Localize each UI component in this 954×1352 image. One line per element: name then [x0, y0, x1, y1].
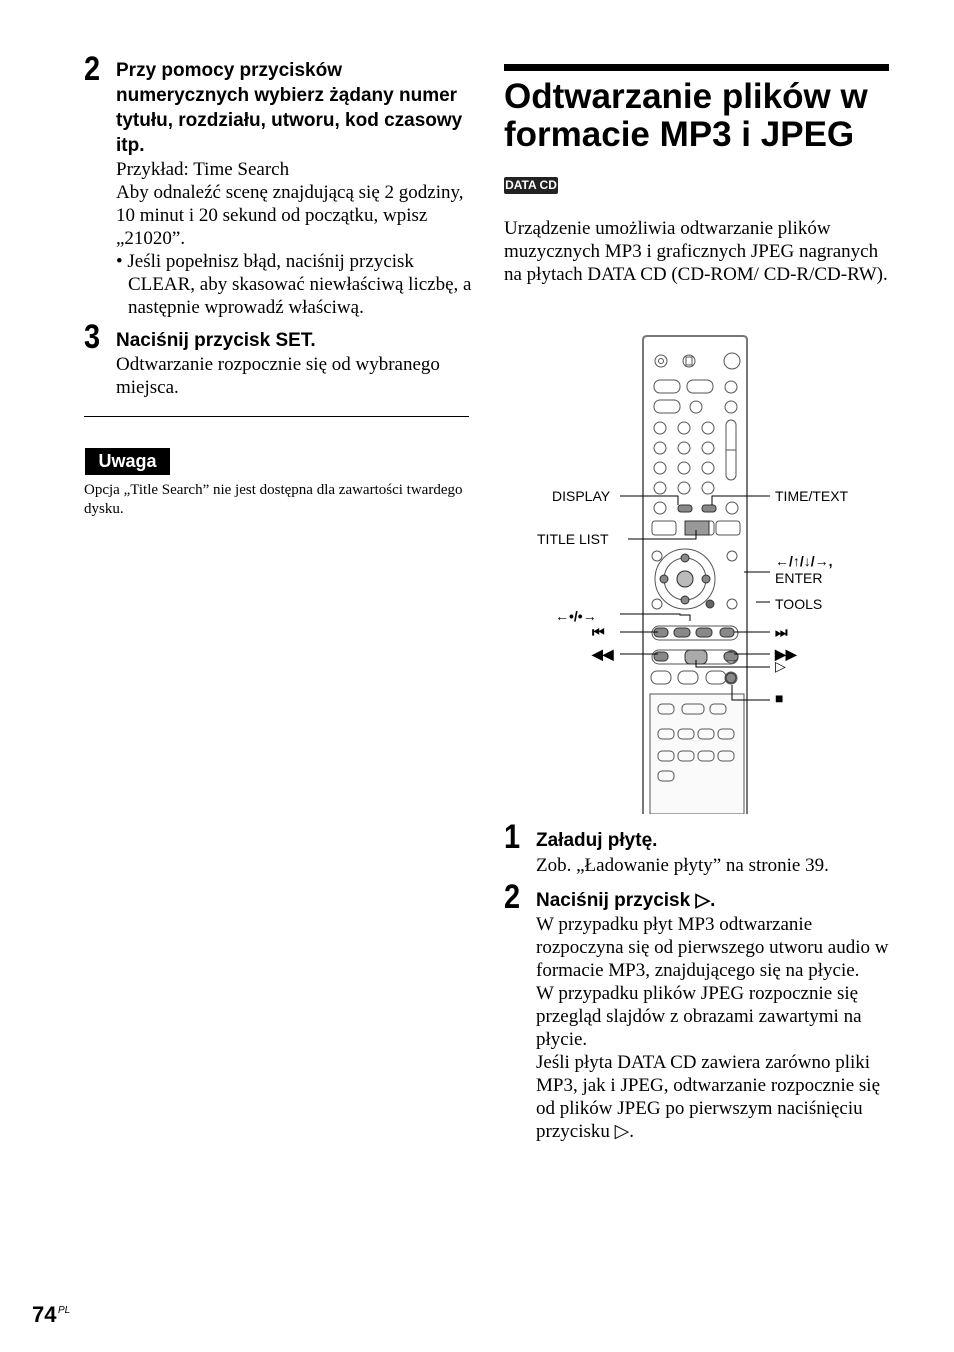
step-2-right-body	[536, 913, 892, 1143]
intro-text: Urządzenie umożliwia odtwarzanie plików muzycznych MP3 i graficznych JPEG nagranych na płytach DATA CD (CD-ROM/ CD-R/CD-RW).	[504, 218, 888, 285]
step-2-right-mp3: W przypadku płyt MP3 odtwarzanie rozpoczyna się od pierwszego utworu audio w formacie MP3, znajdującego się na płycie.	[536, 914, 889, 981]
next-icon: ⏭	[775, 624, 788, 640]
step-3-description: Odtwarzanie rozpocznie się od wybranego miejsca.	[116, 354, 440, 398]
prev-icon: ⏮	[592, 624, 605, 640]
callout-lines	[520, 480, 860, 710]
step-3-body	[116, 353, 476, 399]
label-display: DISPLAY	[552, 488, 611, 504]
step-2-right-jpeg: W przypadku plików JPEG rozpocznie się przegląd slajdów z obrazami zawartymi na płycie.	[536, 983, 862, 1050]
section-divider	[84, 416, 469, 417]
step-2-body	[116, 158, 476, 319]
step-2-right-title: Naciśnij przycisk ▷.	[536, 890, 716, 911]
step-number-1: 1	[504, 818, 521, 856]
step-2-right-mixed: Jeśli płyta DATA CD zawiera zarówno pliki MP3, jak i JPEG, odtwarzanie rozpocznie się od plików JPEG po pierwszym naciśnięciu przycisku ▷.	[536, 1052, 881, 1142]
label-tools: TOOLS	[775, 596, 823, 612]
step-3-title: Naciśnij przycisk SET.	[116, 330, 316, 351]
label-time-text: TIME/TEXT	[775, 488, 849, 504]
label-title-list: TITLE LIST	[537, 531, 609, 547]
step-number-2-right: 2	[504, 878, 521, 916]
step-number-2: 2	[84, 50, 101, 88]
page-number: 74	[32, 1302, 57, 1327]
data-cd-badge: DATA CD	[505, 178, 557, 192]
fast-forward-icon: ▶▶	[775, 646, 797, 662]
page-title: Odtwarzanie plików w formacie MP3 i JPEG	[504, 77, 868, 154]
step-1-title: Załaduj płytę.	[536, 830, 658, 851]
stop-icon: ■	[775, 690, 784, 706]
step-2-title: Przy pomocy przycisków numerycznych wybierz żądany numer tytułu, rozdziału, utworu, kod czasowy itp.	[116, 60, 463, 156]
play-icon: ▷	[775, 658, 786, 674]
label-instant-replay-advance: ←•/•→	[555, 608, 597, 624]
rewind-icon: ◀◀	[592, 646, 614, 662]
label-enter: ENTER	[775, 570, 823, 586]
note-label: Uwaga	[85, 448, 170, 475]
step-2-example: Przykład: Time Search	[116, 159, 290, 180]
step-number-3: 3	[84, 318, 101, 356]
step-1-body: Zob. „Ładowanie płyty” na stronie 39.	[536, 855, 829, 876]
page-language: PL	[58, 1305, 71, 1316]
label-arrows: ←/↑/↓/→,	[775, 553, 833, 569]
heading-bar	[504, 64, 889, 71]
step-2-description: Aby odnaleźć scenę znajdującą się 2 godziny, 10 minut i 20 sekund od początku, wpisz „21020”.	[116, 182, 464, 249]
step-2-bullet: • Jeśli popełnisz błąd, naciśnij przycisk CLEAR, aby skasować niewłaściwą liczbę, a następnie wprowadź właściwą.	[116, 251, 472, 318]
note-text: Opcja „Title Search” nie jest dostępna dla zawartości twardego dysku.	[84, 482, 463, 517]
